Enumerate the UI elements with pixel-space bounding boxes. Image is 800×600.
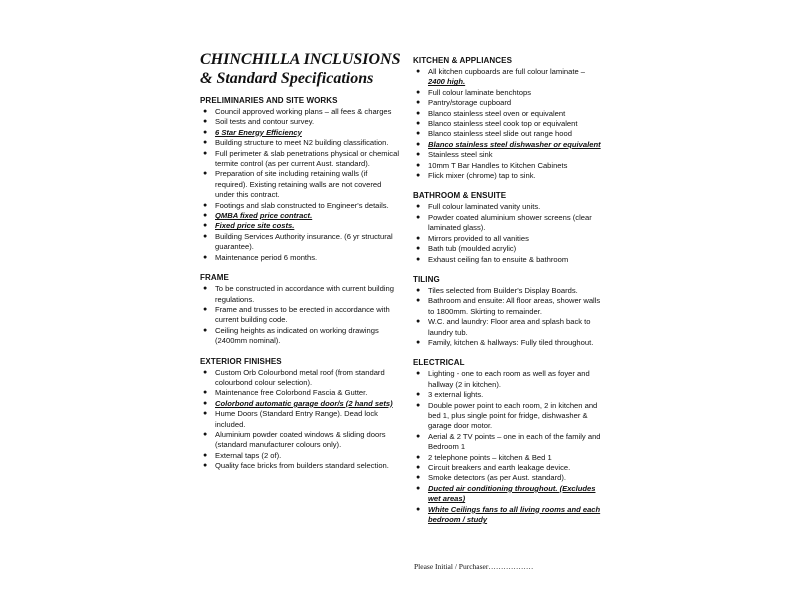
bullet-icon: ● (416, 88, 421, 96)
spec-item (200, 284, 400, 305)
spec-item-text: Blanco stainless steel oven or equivalent (428, 108, 566, 118)
bullet-icon: ● (416, 151, 421, 159)
spec-list (413, 202, 603, 264)
spec-item-text: Preparation of site including retaining walls (if required). Existing retaining walls are not covered under this contract. (215, 169, 382, 200)
spec-item (413, 505, 603, 526)
spec-item (413, 88, 603, 98)
section-heading: KITCHEN & APPLIANCES (413, 56, 513, 65)
bullet-icon: ● (416, 453, 421, 461)
spec-item (413, 453, 603, 463)
bullet-icon: ● (416, 391, 421, 399)
bullet-icon: ● (416, 505, 421, 513)
bullet-icon: ● (416, 161, 421, 169)
section-frame (200, 272, 400, 346)
spec-item (413, 296, 603, 317)
spec-item-text: Colorbond automatic garage door/s (2 hand sets) (215, 398, 393, 408)
spec-item-text: Blanco stainless steel cook top or equivalent (428, 119, 578, 129)
section-tiling (413, 274, 603, 348)
bullet-icon: ● (416, 68, 421, 75)
bullet-icon: ● (416, 464, 421, 471)
title-line-2: & Standard Specifications (200, 70, 374, 87)
spec-item (200, 305, 400, 326)
section-electrical (413, 357, 603, 525)
bullet-icon: ● (203, 118, 208, 126)
spec-item-text: To be constructed in accordance with current building regulations. (215, 284, 394, 304)
spec-item-text: Smoke detectors (as per Aust. standard). (428, 473, 567, 483)
spec-item (413, 119, 603, 129)
title-line-1: CHINCHILLA INCLUSIONS (200, 51, 401, 68)
spec-item (200, 107, 400, 117)
spec-item (200, 253, 400, 263)
bullet-icon: ● (416, 109, 421, 117)
spec-item-text: Stainless steel sink (428, 150, 493, 160)
section-preliminaries-and-site-works (200, 95, 400, 263)
spec-item (200, 169, 400, 200)
spec-item-text: Soil tests and contour survey. (215, 117, 315, 127)
section-heading: PRELIMINARIES AND SITE WORKS (200, 96, 338, 105)
spec-item-text: 10mm T Bar Handles to Kitchen Cabinets (428, 160, 568, 170)
spec-item (413, 234, 603, 244)
bullet-icon: ● (416, 370, 421, 378)
spec-item-text: Maintenance free Colorbond Fascia & Gutter. (215, 388, 368, 398)
bullet-icon: ● (416, 318, 421, 326)
spec-item-text: Full colour laminated vanity units. (428, 202, 541, 212)
bullet-icon: ● (416, 130, 421, 138)
spec-item-text: Ceiling heights as indicated on working drawings (2400mm nominal). (215, 325, 379, 346)
bullet-icon: ● (203, 326, 208, 334)
bullet-icon: ● (416, 213, 421, 221)
bullet-icon: ● (416, 401, 421, 409)
bullet-icon: ● (203, 410, 208, 418)
bullet-icon: ● (203, 201, 208, 209)
spec-item-text: Hume Doors (Standard Entry Range). Dead lock included. (215, 409, 378, 429)
spec-item (200, 430, 400, 451)
bullet-icon: ● (203, 389, 208, 397)
spec-item-text: Flick mixer (chrome) tap to sink. (428, 171, 536, 181)
spec-item (413, 484, 603, 505)
bullet-icon: ● (416, 245, 421, 253)
spec-item (200, 138, 400, 148)
bullet-icon: ● (203, 232, 208, 240)
spec-item-text: All kitchen cupboards are full colour laminate – (428, 67, 586, 76)
bullet-icon: ● (203, 399, 208, 407)
spec-item (200, 201, 400, 211)
bullet-icon: ● (203, 128, 208, 136)
spec-item-text: Aerial & 2 TV points – one in each of the family and Bedroom 1 (428, 431, 601, 452)
left-column (200, 95, 400, 481)
spec-item-text: Building structure to meet N2 building classification. (215, 138, 389, 148)
spec-item (413, 161, 603, 171)
section-heading: TILING (413, 274, 440, 284)
spec-item (413, 140, 603, 150)
bullet-icon: ● (203, 305, 208, 313)
spec-item (413, 401, 603, 432)
spec-item (200, 461, 400, 471)
bullet-icon: ● (416, 172, 421, 180)
bullet-icon: ● (416, 255, 421, 263)
bullet-icon: ● (416, 432, 421, 440)
spec-item (413, 150, 603, 160)
spec-item (200, 326, 400, 347)
section-heading: EXTERIOR FINISHES (200, 356, 282, 366)
bullet-icon: ● (416, 297, 421, 305)
spec-item (200, 117, 400, 127)
spec-item-text: Footings and slab constructed to Engineer's details. (215, 200, 389, 210)
spec-item (413, 98, 603, 108)
document-title (200, 50, 401, 88)
spec-item (200, 451, 400, 461)
bullet-icon: ● (416, 286, 421, 294)
bullet-icon: ● (416, 120, 421, 128)
spec-item (413, 432, 603, 453)
spec-item (413, 317, 603, 338)
spec-item-text: Family, kitchen & hallways: Fully tiled throughout. (428, 337, 594, 347)
bullet-icon: ● (416, 203, 421, 211)
section-heading: BATHROOM & ENSUITE (413, 191, 507, 201)
spec-item-text: Full perimeter & slab penetrations physical or chemical termite control (as per current Aust. standard). (215, 148, 400, 169)
bullet-icon: ● (416, 484, 421, 492)
spec-item-text: Maintenance period 6 months. (215, 252, 318, 262)
spec-item (413, 213, 603, 234)
section-heading: ELECTRICAL (413, 358, 465, 368)
spec-item-text: Full colour laminate benchtops (428, 87, 531, 97)
spec-item (200, 221, 400, 231)
bullet-icon: ● (416, 234, 421, 242)
spec-list (413, 67, 603, 181)
spec-item-text: White Ceilings fans to all living rooms and each bedroom / study (428, 504, 601, 525)
spec-item (413, 255, 603, 265)
bullet-icon: ● (416, 474, 421, 482)
spec-item-text: Blanco stainless steel slide out range hood (428, 129, 572, 139)
section-heading: FRAME (200, 273, 229, 283)
spec-item (413, 338, 603, 348)
spec-item (413, 67, 603, 88)
bullet-icon: ● (203, 212, 208, 220)
spec-item-text: Double power point to each room, 2 in kitchen and bed 1, plus single point for fridge, dishwasher & garage door motor. (428, 400, 598, 431)
spec-item (413, 286, 603, 296)
spec-item-text: Powder coated aluminium shower screens (clear laminated glass). (428, 212, 592, 233)
spec-item-text: Blanco stainless steel dishwasher or equivalent (428, 139, 601, 149)
section-bathroom-and-ensuite (413, 190, 603, 264)
bullet-icon: ● (416, 99, 421, 107)
section-exterior-finishes (200, 356, 400, 472)
spec-item-text: Exhaust ceiling fan to ensuite & bathroom (428, 254, 569, 264)
spec-list (413, 369, 603, 525)
spec-item (413, 463, 603, 473)
spec-item (413, 244, 603, 254)
spec-item (413, 109, 603, 119)
spec-item-text: Bath tub (moulded acrylic) (428, 244, 517, 254)
spec-item (413, 369, 603, 390)
spec-item (200, 149, 400, 170)
spec-item-text: Building Services Authority insurance. (6 yr structural guarantee). (215, 231, 393, 252)
spec-list (200, 284, 400, 346)
spec-list (200, 368, 400, 472)
spec-item-text: Frame and trusses to be erected in accordance with current building code. (215, 304, 390, 325)
spec-item-text: QMBA fixed price contract. (215, 211, 313, 221)
spec-item (413, 202, 603, 212)
spec-item (200, 128, 400, 138)
spec-item (200, 232, 400, 253)
spec-item (413, 171, 603, 181)
spec-item (413, 129, 603, 139)
spec-list (200, 107, 400, 263)
spec-item-text: External taps (2 of). (215, 450, 282, 460)
spec-item-text: Quality face bricks from builders standard selection. (215, 461, 389, 471)
bullet-icon: ● (203, 253, 208, 261)
bullet-icon: ● (416, 140, 421, 148)
spec-item-text: Lighting - one to each room as well as foyer and hallway (2 in kitchen). (428, 369, 590, 389)
bullet-icon: ● (203, 139, 208, 147)
right-column (413, 55, 603, 534)
spec-item-text: Aluminium powder coated windows & sliding doors (standard manufacturer colours only). (215, 429, 386, 450)
spec-item-text: Circuit breakers and earth leakage device. (428, 463, 571, 472)
spec-item-text: Mirrors provided to all vanities (428, 233, 529, 243)
spec-item-text: 6 Star Energy Efficiency (215, 127, 302, 137)
spec-item-text: Ducted air conditioning throughout. (Excludes wet areas) (428, 483, 596, 504)
spec-item-text: Bathroom and ensuite: All floor areas, shower walls to 1800mm. Skirting to remainder. (428, 296, 601, 316)
spec-item (200, 388, 400, 398)
bullet-icon: ● (203, 368, 208, 376)
spec-item-text: Council approved working plans – all fees & charges (215, 107, 392, 116)
bullet-icon: ● (203, 462, 208, 470)
spec-item (200, 409, 400, 430)
spec-item-text: 2 telephone points – kitchen & Bed 1 (428, 452, 552, 462)
spec-item (413, 473, 603, 483)
spec-item-highlight: 2400 high. (428, 77, 466, 87)
bullet-icon: ● (203, 170, 208, 178)
spec-item-text: W.C. and laundry: Floor area and splash back to laundry tub. (428, 317, 591, 337)
section-kitchen-and-appliances (413, 55, 603, 181)
spec-item-text: Fixed price site costs. (215, 221, 295, 231)
bullet-icon: ● (203, 222, 208, 230)
spec-item-text: 3 external lights. (428, 390, 484, 400)
purchaser-initial-line: Please Initial / Purchaser……………… (414, 562, 534, 571)
bullet-icon: ● (203, 149, 208, 157)
spec-item-text: Pantry/storage cupboard (428, 98, 512, 108)
spec-item (200, 211, 400, 221)
spec-item (200, 368, 400, 389)
bullet-icon: ● (203, 451, 208, 459)
spec-item (200, 399, 400, 409)
spec-item-text: Custom Orb Colourbond metal roof (from standard colourbond colour selection). (215, 367, 385, 387)
bullet-icon: ● (416, 338, 421, 346)
spec-list (413, 286, 603, 348)
bullet-icon: ● (203, 430, 208, 438)
spec-item (413, 390, 603, 400)
spec-item-text: Tiles selected from Builder's Display Boards. (428, 285, 578, 295)
bullet-icon: ● (203, 285, 208, 293)
bullet-icon: ● (203, 108, 208, 115)
